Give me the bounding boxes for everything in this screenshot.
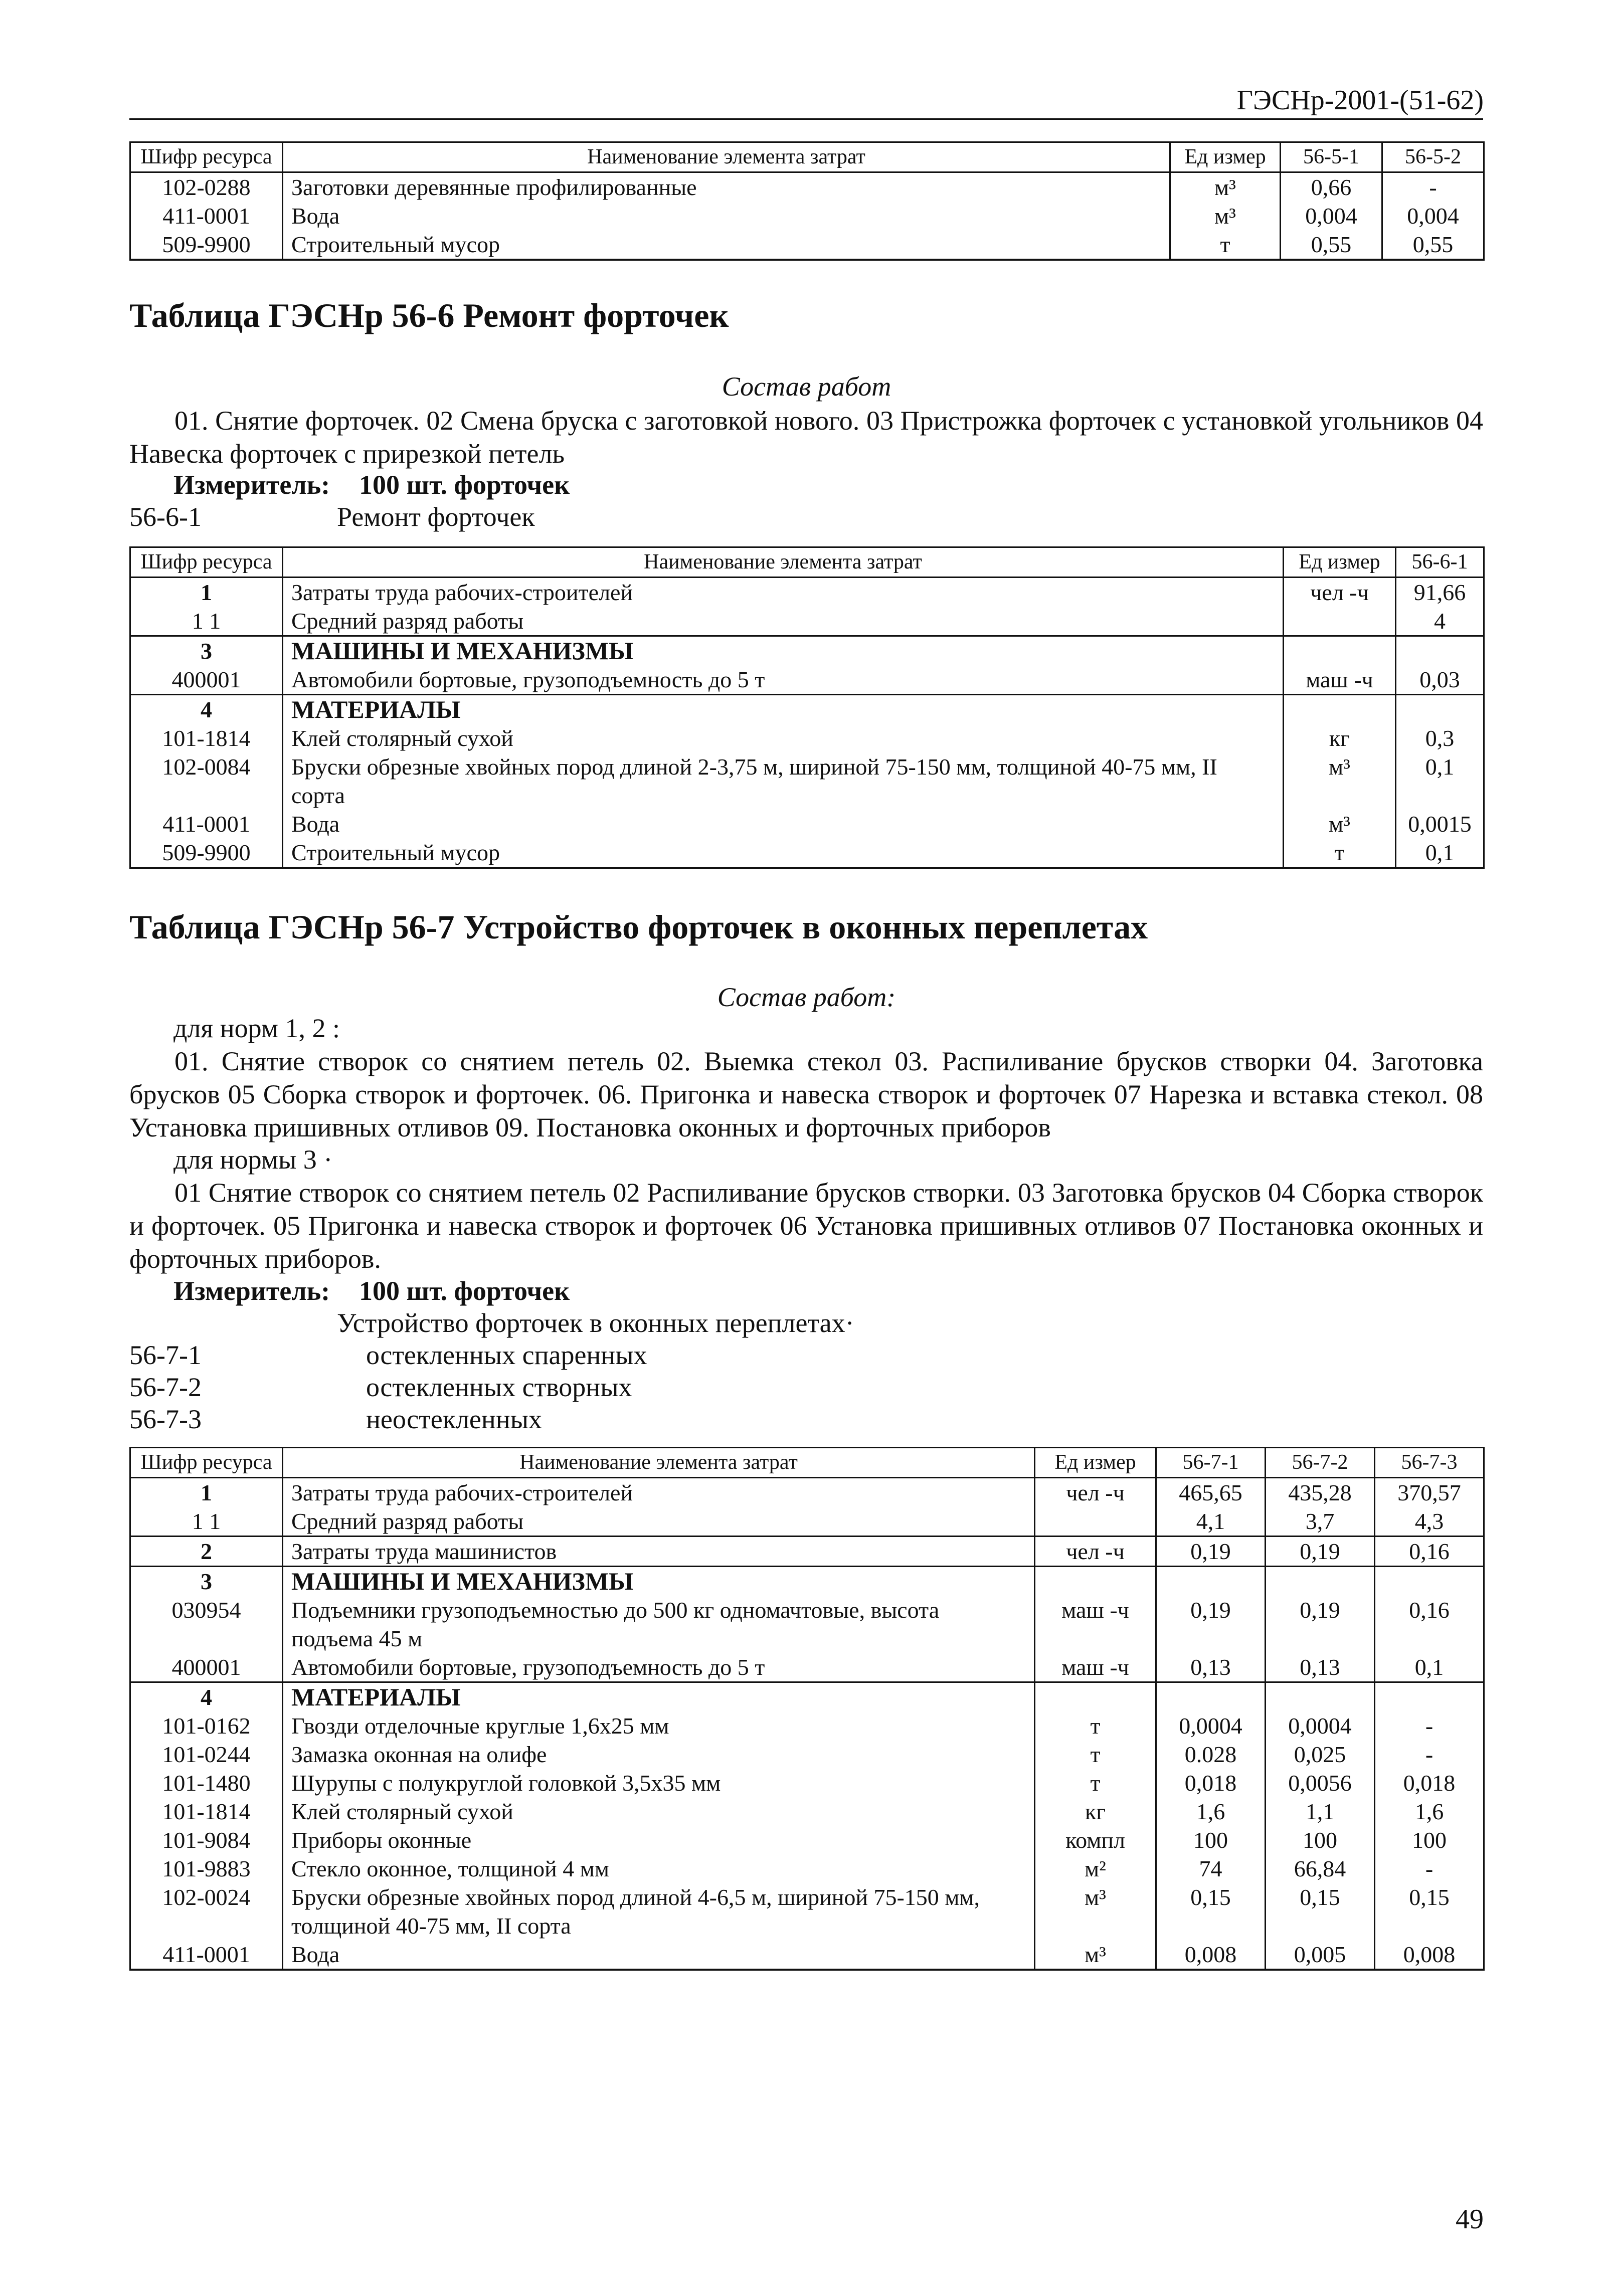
cell-unit: кг bbox=[1284, 724, 1396, 752]
cell-unit: м³ bbox=[1035, 1883, 1156, 1940]
cell-unit bbox=[1035, 1682, 1156, 1712]
table-row bbox=[130, 607, 1484, 636]
table-row bbox=[130, 1826, 1484, 1854]
table-56-5-body bbox=[129, 141, 1485, 261]
col-header: 56-7-2 bbox=[1266, 1448, 1375, 1478]
cell-value: 0,018 bbox=[1375, 1769, 1484, 1797]
norm-name: Ремонт форточек bbox=[337, 502, 535, 532]
cell-value bbox=[1375, 1567, 1484, 1596]
cell-value bbox=[1266, 1682, 1375, 1712]
cell-value: 0,15 bbox=[1266, 1883, 1375, 1940]
table-header-row bbox=[130, 1448, 1484, 1478]
cell-name: Приборы оконные bbox=[283, 1826, 1035, 1854]
cell-code: 400001 bbox=[130, 1653, 283, 1682]
table-row bbox=[130, 1797, 1484, 1826]
cell-unit: компл bbox=[1035, 1826, 1156, 1854]
header-rule bbox=[129, 118, 1483, 120]
cell-code: 2 bbox=[130, 1537, 283, 1567]
work-description: 01. Снятие форточек. 02 Смена бруска с заготовкой нового. 03 Пристрожка форточек с установкой угольников 04 Навеска форточек с прирезкой петель bbox=[129, 406, 1483, 469]
table-row bbox=[130, 172, 1484, 202]
table-row bbox=[130, 752, 1484, 810]
cell-code: 102-0084 bbox=[130, 752, 283, 810]
table-row bbox=[130, 1769, 1484, 1797]
col-header: 56-7-1 bbox=[1156, 1448, 1266, 1478]
cell-unit bbox=[1284, 636, 1396, 666]
cell-unit bbox=[1284, 695, 1396, 724]
cell-code: 411-0001 bbox=[130, 810, 283, 838]
cell-code: 1 1 bbox=[130, 1507, 283, 1537]
cell-value: 370,57 bbox=[1375, 1478, 1484, 1507]
cell-value: 66,84 bbox=[1266, 1854, 1375, 1883]
norm3-text: 01 Снятие створок со снятием петель 02 Распиливание брусков створки. 03 Заготовка брусков 04 Сборка створок и форточек. 05 Пригонка и навеска створок и форточек 06 Установка пришивных отливов 07 Постановка оконных и форточных приборов. bbox=[129, 1178, 1483, 1274]
cell-value: - bbox=[1375, 1854, 1484, 1883]
cell-code: 400001 bbox=[130, 665, 283, 695]
norm-group-name: Устройство форточек в оконных переплетах· bbox=[337, 1308, 854, 1338]
cell-code: 3 bbox=[130, 1567, 283, 1596]
cell-name: Затраты труда машинистов bbox=[283, 1537, 1035, 1567]
cell-value: 0,16 bbox=[1375, 1537, 1484, 1567]
cell-name: Вода bbox=[283, 202, 1170, 230]
cell-value bbox=[1266, 1567, 1375, 1596]
col-header: 56-7-3 bbox=[1375, 1448, 1484, 1478]
norm-code: 56-6-1 bbox=[129, 502, 202, 532]
cell-value: 0.028 bbox=[1156, 1740, 1266, 1769]
cell-code: 509-9900 bbox=[130, 838, 283, 868]
cell-name: Бруски обрезные хвойных пород длиной 4-6,5 м, шириной 75-150 мм, толщиной 40-75 мм, II сорта bbox=[283, 1883, 1035, 1940]
table-row bbox=[130, 1940, 1484, 1970]
cell-value: 0,004 bbox=[1281, 202, 1382, 230]
cell-value: 0,018 bbox=[1156, 1769, 1266, 1797]
norm-code: 56-7-2 bbox=[129, 1372, 202, 1402]
cell-unit: чел -ч bbox=[1035, 1537, 1156, 1567]
cell-code: 411-0001 bbox=[130, 202, 283, 230]
cell-value: 0,13 bbox=[1266, 1653, 1375, 1682]
norm-name: остекленных створных bbox=[366, 1372, 632, 1402]
cell-name: Бруски обрезные хвойных пород длиной 2-3,75 м, шириной 75-150 мм, толщиной 40-75 мм, II сорта bbox=[283, 752, 1284, 810]
cell-code: 4 bbox=[130, 695, 283, 724]
table-row bbox=[130, 1653, 1484, 1682]
table-row bbox=[130, 695, 1484, 724]
section-title-56-6: Таблица ГЭСНр 56-6 Ремонт форточек bbox=[129, 296, 729, 334]
cell-unit: маш -ч bbox=[1035, 1653, 1156, 1682]
cell-value: 0,15 bbox=[1375, 1883, 1484, 1940]
cell-unit bbox=[1035, 1507, 1156, 1537]
col-header: Наименование элемента затрат bbox=[283, 1448, 1035, 1478]
cell-code: 030954 bbox=[130, 1596, 283, 1653]
cell-code: 1 bbox=[130, 578, 283, 607]
col-header: Шифр ресурса bbox=[130, 142, 283, 172]
cell-value: 0,004 bbox=[1382, 202, 1484, 230]
cell-code: 102-0024 bbox=[130, 1883, 283, 1940]
table-row bbox=[130, 636, 1484, 666]
cell-value: 0,0015 bbox=[1396, 810, 1484, 838]
table-header-row bbox=[130, 142, 1484, 172]
norm3-label: для нормы 3 · bbox=[173, 1144, 333, 1175]
cell-name: Вода bbox=[283, 810, 1284, 838]
cell-value: 0,19 bbox=[1156, 1537, 1266, 1567]
cell-name: Средний разряд работы bbox=[283, 1507, 1035, 1537]
cell-name: Подъемники грузоподъемностью до 500 кг одномачтовые, высота подъема 45 м bbox=[283, 1596, 1035, 1653]
cell-name: Средний разряд работы bbox=[283, 607, 1284, 636]
cell-unit: т bbox=[1035, 1740, 1156, 1769]
cell-code: 101-0162 bbox=[130, 1711, 283, 1740]
table-row bbox=[130, 810, 1484, 838]
cell-unit: т bbox=[1284, 838, 1396, 868]
cell-code: 3 bbox=[130, 636, 283, 666]
cell-name: Затраты труда рабочих-строителей bbox=[283, 1478, 1035, 1507]
table-header-row bbox=[130, 547, 1484, 578]
cell-value: 1,6 bbox=[1375, 1797, 1484, 1826]
cell-value: - bbox=[1382, 172, 1484, 202]
cell-value: 435,28 bbox=[1266, 1478, 1375, 1507]
cell-value: 100 bbox=[1156, 1826, 1266, 1854]
cell-unit: маш -ч bbox=[1035, 1596, 1156, 1653]
table-56-6 bbox=[129, 546, 1485, 869]
cell-value: 0,19 bbox=[1266, 1596, 1375, 1653]
measure-label: Измеритель: bbox=[173, 470, 330, 500]
cell-name: Клей столярный сухой bbox=[283, 1797, 1035, 1826]
cell-value: 0,55 bbox=[1382, 230, 1484, 260]
group-heading: МАШИНЫ И МЕХАНИЗМЫ bbox=[283, 636, 1284, 666]
cell-value: - bbox=[1375, 1740, 1484, 1769]
cell-value: 4,3 bbox=[1375, 1507, 1484, 1537]
cell-value: 0,55 bbox=[1281, 230, 1382, 260]
col-header: Ед измер bbox=[1170, 142, 1281, 172]
cell-value: 0,1 bbox=[1396, 838, 1484, 868]
table-row bbox=[130, 1711, 1484, 1740]
cell-code: 101-0244 bbox=[130, 1740, 283, 1769]
table-row bbox=[130, 1740, 1484, 1769]
running-header: ГЭСНр-2001-(51-62) bbox=[1236, 85, 1484, 116]
col-header: Наименование элемента затрат bbox=[283, 547, 1284, 578]
cell-name: Строительный мусор bbox=[283, 230, 1170, 260]
table-row bbox=[130, 1854, 1484, 1883]
cell-value: 91,66 bbox=[1396, 578, 1484, 607]
cell-code: 101-9883 bbox=[130, 1854, 283, 1883]
cell-value: 0,16 bbox=[1375, 1596, 1484, 1653]
col-header: 56-5-1 bbox=[1281, 142, 1382, 172]
cell-value: 0,1 bbox=[1396, 752, 1484, 810]
cell-value: 0,19 bbox=[1156, 1596, 1266, 1653]
table-row bbox=[130, 1682, 1484, 1712]
cell-value: 0,66 bbox=[1281, 172, 1382, 202]
cell-value: 100 bbox=[1375, 1826, 1484, 1854]
table-row bbox=[130, 578, 1484, 607]
group-heading: МАТЕРИАЛЫ bbox=[283, 695, 1284, 724]
norm-code: 56-7-3 bbox=[129, 1404, 202, 1434]
cell-value: 1,6 bbox=[1156, 1797, 1266, 1826]
cell-code: 101-1814 bbox=[130, 1797, 283, 1826]
cell-value: 0,15 bbox=[1156, 1883, 1266, 1940]
cell-unit: т bbox=[1170, 230, 1281, 260]
col-header: Ед измер bbox=[1035, 1448, 1156, 1478]
norm-name: неостекленных bbox=[366, 1404, 542, 1434]
cell-name: Гвозди отделочные круглые 1,6х25 мм bbox=[283, 1711, 1035, 1740]
cell-value: 0,0056 bbox=[1266, 1769, 1375, 1797]
cell-code: 509-9900 bbox=[130, 230, 283, 260]
cell-unit bbox=[1035, 1567, 1156, 1596]
cell-value: - bbox=[1375, 1711, 1484, 1740]
cell-value bbox=[1156, 1682, 1266, 1712]
cell-unit: м³ bbox=[1035, 1940, 1156, 1970]
cell-value: 74 bbox=[1156, 1854, 1266, 1883]
cell-code: 1 1 bbox=[130, 607, 283, 636]
cell-name: Клей столярный сухой bbox=[283, 724, 1284, 752]
cell-value: 100 bbox=[1266, 1826, 1375, 1854]
cell-name: Шурупы с полукруглой головкой 3,5х35 мм bbox=[283, 1769, 1035, 1797]
cell-unit bbox=[1284, 607, 1396, 636]
cell-unit: т bbox=[1035, 1769, 1156, 1797]
cell-unit: м³ bbox=[1170, 172, 1281, 202]
cell-value: 0,0004 bbox=[1156, 1711, 1266, 1740]
cell-value: 465,65 bbox=[1156, 1478, 1266, 1507]
col-header: 56-5-2 bbox=[1382, 142, 1484, 172]
cell-code: 4 bbox=[130, 1682, 283, 1712]
table-row bbox=[130, 1567, 1484, 1596]
table-row bbox=[130, 202, 1484, 230]
cell-value bbox=[1396, 636, 1484, 666]
cell-value: 0,03 bbox=[1396, 665, 1484, 695]
cell-name: Замазка оконная на олифе bbox=[283, 1740, 1035, 1769]
cell-value: 0,0004 bbox=[1266, 1711, 1375, 1740]
table-row bbox=[130, 1507, 1484, 1537]
table-row bbox=[130, 1596, 1484, 1653]
cell-code: 1 bbox=[130, 1478, 283, 1507]
table-row bbox=[130, 724, 1484, 752]
cell-value bbox=[1375, 1682, 1484, 1712]
cell-unit: чел -ч bbox=[1035, 1478, 1156, 1507]
group-heading: МАШИНЫ И МЕХАНИЗМЫ bbox=[283, 1567, 1035, 1596]
cell-name: Строительный мусор bbox=[283, 838, 1284, 868]
group-heading: МАТЕРИАЛЫ bbox=[283, 1682, 1035, 1712]
cell-name: Вода bbox=[283, 1940, 1035, 1970]
cell-unit: м³ bbox=[1284, 810, 1396, 838]
cell-unit: маш -ч bbox=[1284, 665, 1396, 695]
cell-name: Стекло оконное, толщиной 4 мм bbox=[283, 1854, 1035, 1883]
norms12-text: 01. Снятие створок со снятием петель 02. Выемка стекол 03. Распиливание брусков створки 04. Заготовка брусков 05 Сборка створок и форточек. 06. Пригонка и навеска створок и форточек 07 Нарезка и вставка стекол. 08 Установка пришивных отливов 09. Постановка оконных и форточных приборов bbox=[129, 1046, 1483, 1142]
cell-value: 0,1 bbox=[1375, 1653, 1484, 1682]
cell-name: Автомобили бортовые, грузоподъемность до 5 т bbox=[283, 1653, 1035, 1682]
cell-unit: м³ bbox=[1284, 752, 1396, 810]
table-row bbox=[130, 230, 1484, 260]
table-row bbox=[130, 838, 1484, 868]
cell-value: 4,1 bbox=[1156, 1507, 1266, 1537]
cell-code: 101-1480 bbox=[130, 1769, 283, 1797]
cell-name: Затраты труда рабочих-строителей bbox=[283, 578, 1284, 607]
cell-value: 0,008 bbox=[1375, 1940, 1484, 1970]
cell-value: 0,025 bbox=[1266, 1740, 1375, 1769]
page-number: 49 bbox=[1456, 2204, 1484, 2235]
measure-label: Измеритель: bbox=[173, 1276, 330, 1306]
cell-value: 4 bbox=[1396, 607, 1484, 636]
cell-code: 102-0288 bbox=[130, 172, 283, 202]
cell-code: 411-0001 bbox=[130, 1940, 283, 1970]
cell-unit: кг bbox=[1035, 1797, 1156, 1826]
cell-value: 0,3 bbox=[1396, 724, 1484, 752]
cell-value bbox=[1156, 1567, 1266, 1596]
cell-value bbox=[1396, 695, 1484, 724]
cell-value: 3,7 bbox=[1266, 1507, 1375, 1537]
cell-name: Автомобили бортовые, грузоподъемность до 5 т bbox=[283, 665, 1284, 695]
cell-unit: т bbox=[1035, 1711, 1156, 1740]
table-56-7 bbox=[129, 1447, 1485, 1971]
cell-code: 101-9084 bbox=[130, 1826, 283, 1854]
norm-code: 56-7-1 bbox=[129, 1340, 202, 1370]
col-header: Ед измер bbox=[1284, 547, 1396, 578]
work-heading: Состав работ: bbox=[717, 982, 896, 1012]
cell-code: 101-1814 bbox=[130, 724, 283, 752]
section-title-56-7: Таблица ГЭСНр 56-7 Устройство форточек в оконных переплетах bbox=[129, 908, 1148, 946]
col-header: Шифр ресурса bbox=[130, 547, 283, 578]
cell-unit: м² bbox=[1035, 1854, 1156, 1883]
norms12-label: для норм 1, 2 : bbox=[173, 1013, 340, 1043]
measure-value: 100 шт. форточек bbox=[359, 1276, 570, 1306]
norm-name: остекленных спаренных bbox=[366, 1340, 647, 1370]
cell-unit: м³ bbox=[1170, 202, 1281, 230]
table-row bbox=[130, 665, 1484, 695]
cell-value: 0,008 bbox=[1156, 1940, 1266, 1970]
cell-value: 1,1 bbox=[1266, 1797, 1375, 1826]
cell-value: 0,13 bbox=[1156, 1653, 1266, 1682]
table-row bbox=[130, 1478, 1484, 1507]
measure-value: 100 шт. форточек bbox=[359, 470, 570, 500]
cell-value: 0,19 bbox=[1266, 1537, 1375, 1567]
table-row bbox=[130, 1883, 1484, 1940]
col-header: Наименование элемента затрат bbox=[283, 142, 1170, 172]
cell-name: Заготовки деревянные профилированные bbox=[283, 172, 1170, 202]
work-heading: Состав работ bbox=[722, 371, 891, 402]
cell-unit: чел -ч bbox=[1284, 578, 1396, 607]
col-header: 56-6-1 bbox=[1396, 547, 1484, 578]
table-row bbox=[130, 1537, 1484, 1567]
col-header: Шифр ресурса bbox=[130, 1448, 283, 1478]
cell-value: 0,005 bbox=[1266, 1940, 1375, 1970]
